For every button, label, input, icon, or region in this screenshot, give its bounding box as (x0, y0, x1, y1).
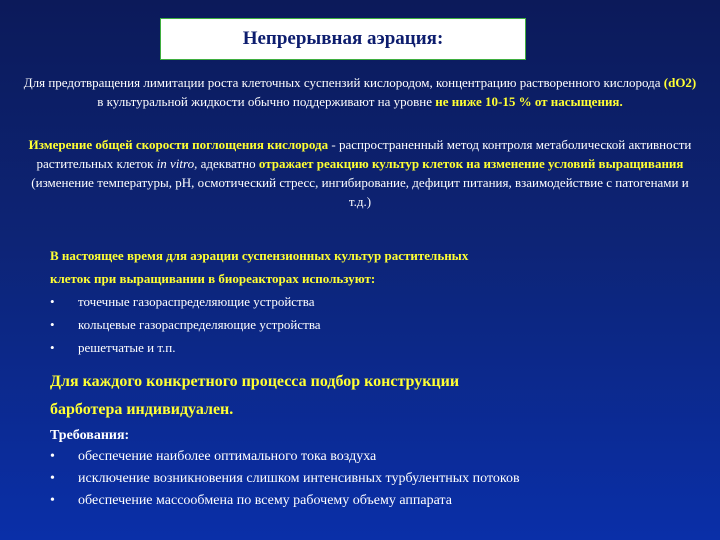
p2-text-2: - распространенный метод контроля метаболической активности растительных клеток (36, 137, 692, 171)
section2-heading-line1: Для каждого конкретного процесса подбор конструкции (50, 373, 460, 390)
p2-uptake-highlight: Измерение общей скорости поглощения кислорода (28, 137, 329, 152)
p1-text-3: в культуральной жидкости обычно поддерживают на уровне (97, 94, 436, 109)
list-item-text: обеспечение массообмена по всему рабочему объему аппарата (78, 493, 452, 508)
list-item (50, 336, 610, 359)
list-item-text: точечные газораспределяющие устройства (78, 294, 315, 309)
devices-list (50, 290, 610, 359)
slide-title: Непрерывная аэрация: (242, 28, 444, 49)
requirements-label: Требования: (50, 428, 130, 443)
list-item (50, 313, 610, 336)
p2-text-6: (изменение температуры, рН, осмотический стресс, ингибирование, дефицит питания, взаимодействие с патогенами и т.д.) (31, 175, 689, 209)
requirements-list (50, 446, 690, 512)
list-item (50, 290, 610, 313)
section2-heading-line2: барботера индивидуален. (50, 401, 234, 418)
list-item (50, 446, 690, 468)
p1-saturation-highlight: не ниже 10-15 % от насыщения. (435, 94, 623, 109)
list-item-text: кольцевые газораспределяющие устройства (78, 317, 321, 332)
p2-text-4: , адекватно (194, 156, 259, 171)
aeration-devices-section (50, 244, 610, 359)
list-item (50, 468, 690, 490)
bullet-icon: • (50, 449, 55, 464)
list-item-text: обеспечение наиболее оптимального тока воздуха (78, 449, 377, 464)
bullet-icon: • (50, 493, 55, 508)
bullet-icon: • (50, 294, 55, 309)
list-item-text: исключение возникновения слишком интенсивных турбулентных потоков (78, 471, 520, 486)
bullet-icon: • (50, 317, 55, 332)
p1-do2-highlight: (dO2) (663, 75, 697, 90)
list-item (50, 490, 690, 512)
p1-text-1: Для предотвращения лимитации роста клеточных суспензий кислородом, концентрацию растворенного кислорода (23, 75, 664, 90)
section1-heading-line1: В настоящее время для аэрации суспензионных культур растительных (50, 248, 469, 263)
section1-heading-line2: клеток при выращивании в биореакторах используют: (50, 271, 376, 286)
sparger-section (50, 368, 690, 512)
bullet-icon: • (50, 471, 55, 486)
p2-in-vitro: in vitro (156, 156, 195, 171)
bullet-icon: • (50, 340, 55, 355)
title-box (160, 18, 526, 60)
list-item-text: решетчатые и т.п. (78, 340, 176, 355)
p2-reaction-highlight: отражает реакцию культур клеток на изменение условий выращивания (258, 156, 684, 171)
paragraph-oxygen-uptake (20, 135, 700, 211)
paragraph-oxygen-concentration (20, 73, 700, 111)
